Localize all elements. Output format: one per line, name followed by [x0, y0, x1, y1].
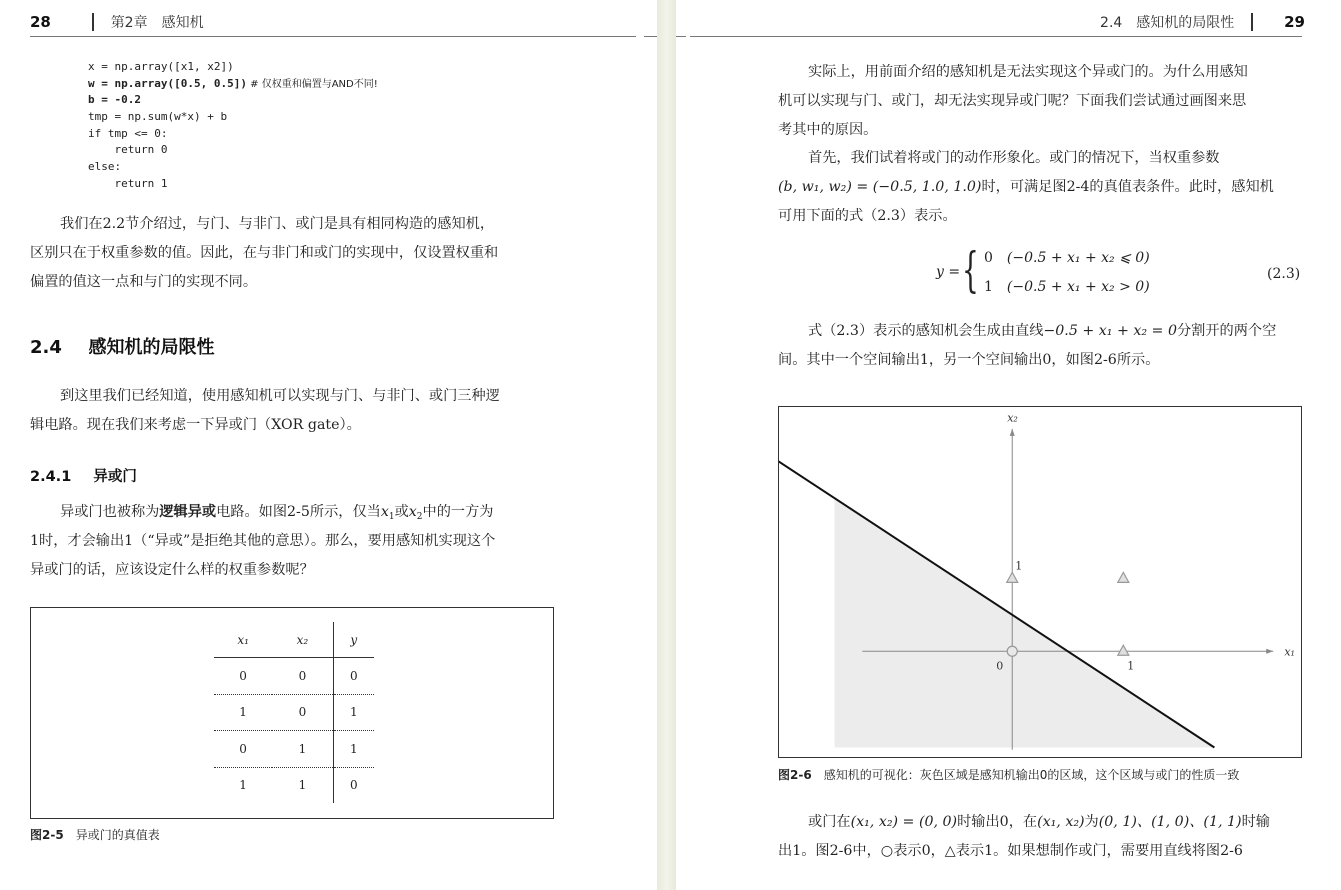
caption-text: 感知机的可视化：灰色区域是感知机输出0的区域，这个区域与或门的性质一致	[823, 768, 1240, 782]
math-var: x	[380, 504, 389, 520]
table-row	[214, 731, 374, 768]
text-run: 时输出0，在	[957, 814, 1038, 830]
perceptron-plot-figure	[778, 406, 1302, 758]
x-axis-label: x₁	[1284, 645, 1295, 659]
table-row	[214, 694, 374, 731]
text-line: 出1。图2-6中，○表示0，△表示1。如果想制作或门，需要用直线将图2-6	[778, 843, 1243, 859]
left-running-header	[30, 12, 204, 32]
truth-table-header-row	[214, 622, 374, 658]
equation-case-1	[984, 250, 1150, 266]
text-line: 区别只在于权重参数的值。因此，在与非门和或门的实现中，仅设置权重和	[30, 245, 499, 261]
tick-label-x-1: 1	[1127, 659, 1135, 673]
inline-math: (x₁, x₂) = (0, 0)	[850, 814, 958, 830]
book-gutter	[657, 0, 676, 890]
code-line: return 1	[88, 176, 168, 190]
table-cell: 1	[239, 778, 247, 793]
y-axis-arrow	[1010, 429, 1015, 436]
math-sub: 2	[416, 512, 423, 522]
bold-term: 逻辑异或	[159, 504, 217, 520]
text-run: 时，可满足图2-4的真值表条件。此时，感知机	[981, 179, 1274, 195]
code-line: tmp = np.sum(w*x) + b	[88, 110, 228, 124]
caption-label: 图2-5	[30, 828, 64, 842]
text-line: 首先，我们试着将或门的动作形象化。或门的情况下，当权重参数	[808, 150, 1220, 166]
text-line: 辑电路。现在我们来考虑一下异或门（XOR gate）。	[30, 417, 361, 433]
left-paragraph-1	[30, 210, 498, 297]
subsection-heading	[30, 465, 137, 486]
right-paragraph-2	[778, 144, 1274, 231]
right-paragraph-1	[778, 58, 1248, 145]
y-axis-label: x₂	[1007, 411, 1018, 425]
equation-brace: {	[962, 242, 979, 298]
chapter-header: 第2章 感知机	[110, 15, 204, 31]
code-line: return 0	[88, 143, 168, 157]
caption-label: 图2-6	[778, 768, 812, 782]
table-cell: 0	[272, 694, 333, 731]
text-line: 到这里我们已经知道，使用感知机可以实现与门、与非门、或门三种逻	[60, 388, 500, 404]
text-run: 时输	[1241, 814, 1270, 830]
text-run: 为	[1084, 814, 1099, 830]
tick-label-origin: 0	[996, 659, 1004, 673]
table-cell: 1	[272, 731, 333, 768]
left-paragraph-2	[30, 382, 500, 440]
table-cell: 1	[214, 694, 272, 731]
text-run: 或门在	[808, 814, 851, 830]
table-cell: 1	[333, 694, 374, 731]
header-bar	[92, 13, 94, 31]
code-line: if tmp <= 0:	[88, 126, 168, 140]
subsection-number: 2.4.1	[30, 469, 72, 485]
section-title: 感知机的局限性	[88, 337, 215, 358]
text-line	[30, 498, 495, 527]
text-run: 电路。如图2-5所示，仅当	[216, 504, 381, 520]
case-value: 1	[984, 279, 993, 295]
text-line	[778, 317, 1276, 346]
triangle-marker-output-1	[1007, 572, 1018, 582]
header-y: y	[333, 622, 374, 658]
triangle-marker-output-1	[1118, 645, 1129, 655]
text-line: 间。其中一个空间输出1，另一个空间输出0，如图2-6所示。	[778, 352, 1160, 368]
code-line: b = -0.2	[88, 93, 141, 107]
table-cell: 0	[333, 767, 374, 803]
text-run: 式（2.3）表示的感知机会生成由直线	[808, 323, 1044, 339]
table-cell: 1	[298, 778, 307, 793]
right-paragraph-4	[778, 808, 1270, 866]
header-bar	[1251, 13, 1253, 31]
caption-text: 异或门的真值表	[75, 828, 160, 842]
inline-math: (x₁, x₂)	[1037, 814, 1085, 830]
header-rule-right	[690, 36, 1302, 37]
section-number: 2.4	[30, 337, 62, 358]
inline-math: (b, w₁, w₂) = (−0.5, 1.0, 1.0)	[778, 179, 982, 195]
text-line: 异或门的话，应该设定什么样的权重参数呢？	[30, 562, 314, 578]
equation-number: (2.3)	[1267, 266, 1301, 282]
text-line: 实际上，用前面介绍的感知机是无法实现这个异或门的。为什么用感知	[808, 64, 1248, 80]
table-cell: 0	[333, 658, 374, 695]
table-cell: 0	[214, 731, 272, 768]
inline-math: (0, 1)、(1, 0)、(1, 1)	[1098, 814, 1242, 830]
section-header: 2.4 感知机的局限性	[1100, 15, 1235, 31]
right-running-header	[1100, 12, 1305, 32]
text-line: 我们在2.2节介绍过，与门、与非门、或门是具有相同构造的感知机，	[60, 216, 495, 232]
table-cell: 0	[214, 658, 272, 695]
header-rule-left	[30, 36, 636, 37]
perceptron-plot	[779, 407, 1301, 757]
code-block	[88, 59, 378, 193]
text-line: 偏置的值这一点和与门的实现不同。	[30, 274, 258, 290]
left-paragraph-3	[30, 498, 495, 585]
text-run: 异或门也被称为	[60, 504, 160, 520]
right-page	[676, 0, 1341, 890]
text-run: 分割开的两个空	[1176, 323, 1277, 339]
code-line: else:	[88, 160, 122, 174]
table-cell: 1	[333, 731, 374, 768]
subsection-title: 异或门	[93, 469, 137, 485]
text-line: 考其中的原因。	[778, 122, 878, 138]
x-axis-arrow	[1266, 649, 1273, 654]
triangle-marker-output-1	[1118, 572, 1129, 582]
page-number-left: 28	[30, 13, 51, 31]
tick-label-y-1: 1	[1015, 559, 1023, 573]
math-sub: 1	[388, 512, 395, 522]
text-line: 可用下面的式（2.3）表示。	[778, 208, 957, 224]
header-rule-left-tail	[644, 36, 657, 37]
text-line: 1时，才会输出1（“异或”是拒绝其他的意思）。那么，要用感知机实现这个	[30, 533, 496, 549]
inline-math: −0.5 + x₁ + x₂ = 0	[1043, 323, 1177, 339]
truth-table	[214, 622, 374, 803]
text-run: 或	[394, 504, 409, 520]
text-run: 中的一方为	[422, 504, 494, 520]
circle-marker-output-0	[1007, 646, 1017, 656]
equation-case-2	[984, 279, 1150, 295]
math-var: x	[408, 504, 417, 520]
table-row	[214, 658, 374, 695]
truth-table-figure	[30, 607, 554, 819]
header-x1: x₁	[214, 622, 272, 658]
case-condition: (−0.5 + x₁ + x₂ ⩽ 0)	[1006, 250, 1150, 266]
figure-2-5-caption	[30, 826, 160, 843]
equation-lhs: y =	[936, 264, 961, 280]
text-line	[778, 173, 1274, 202]
header-rule-right-head	[676, 36, 686, 37]
text-line	[778, 808, 1270, 837]
figure-2-6-caption	[778, 766, 1239, 783]
code-line: w = np.array([0.5, 0.5]) # 仅权重和偏置与AND不同!	[88, 76, 378, 90]
table-row	[214, 767, 374, 803]
text-line: 机可以实现与门、或门，却无法实现异或门呢？下面我们尝试通过画图来思	[778, 93, 1247, 109]
page-number-right: 29	[1284, 13, 1305, 31]
code-line: x = np.array([x1, x2])	[88, 60, 234, 73]
case-value: 0	[984, 250, 993, 266]
case-condition: (−0.5 + x₁ + x₂ > 0)	[1006, 279, 1150, 295]
left-page	[0, 0, 657, 890]
header-x2: x₂	[272, 622, 333, 658]
right-paragraph-3	[778, 317, 1276, 375]
section-heading	[30, 333, 214, 359]
table-cell: 0	[272, 658, 333, 695]
code-comment: # 仅权重和偏置与AND不同!	[246, 78, 378, 90]
